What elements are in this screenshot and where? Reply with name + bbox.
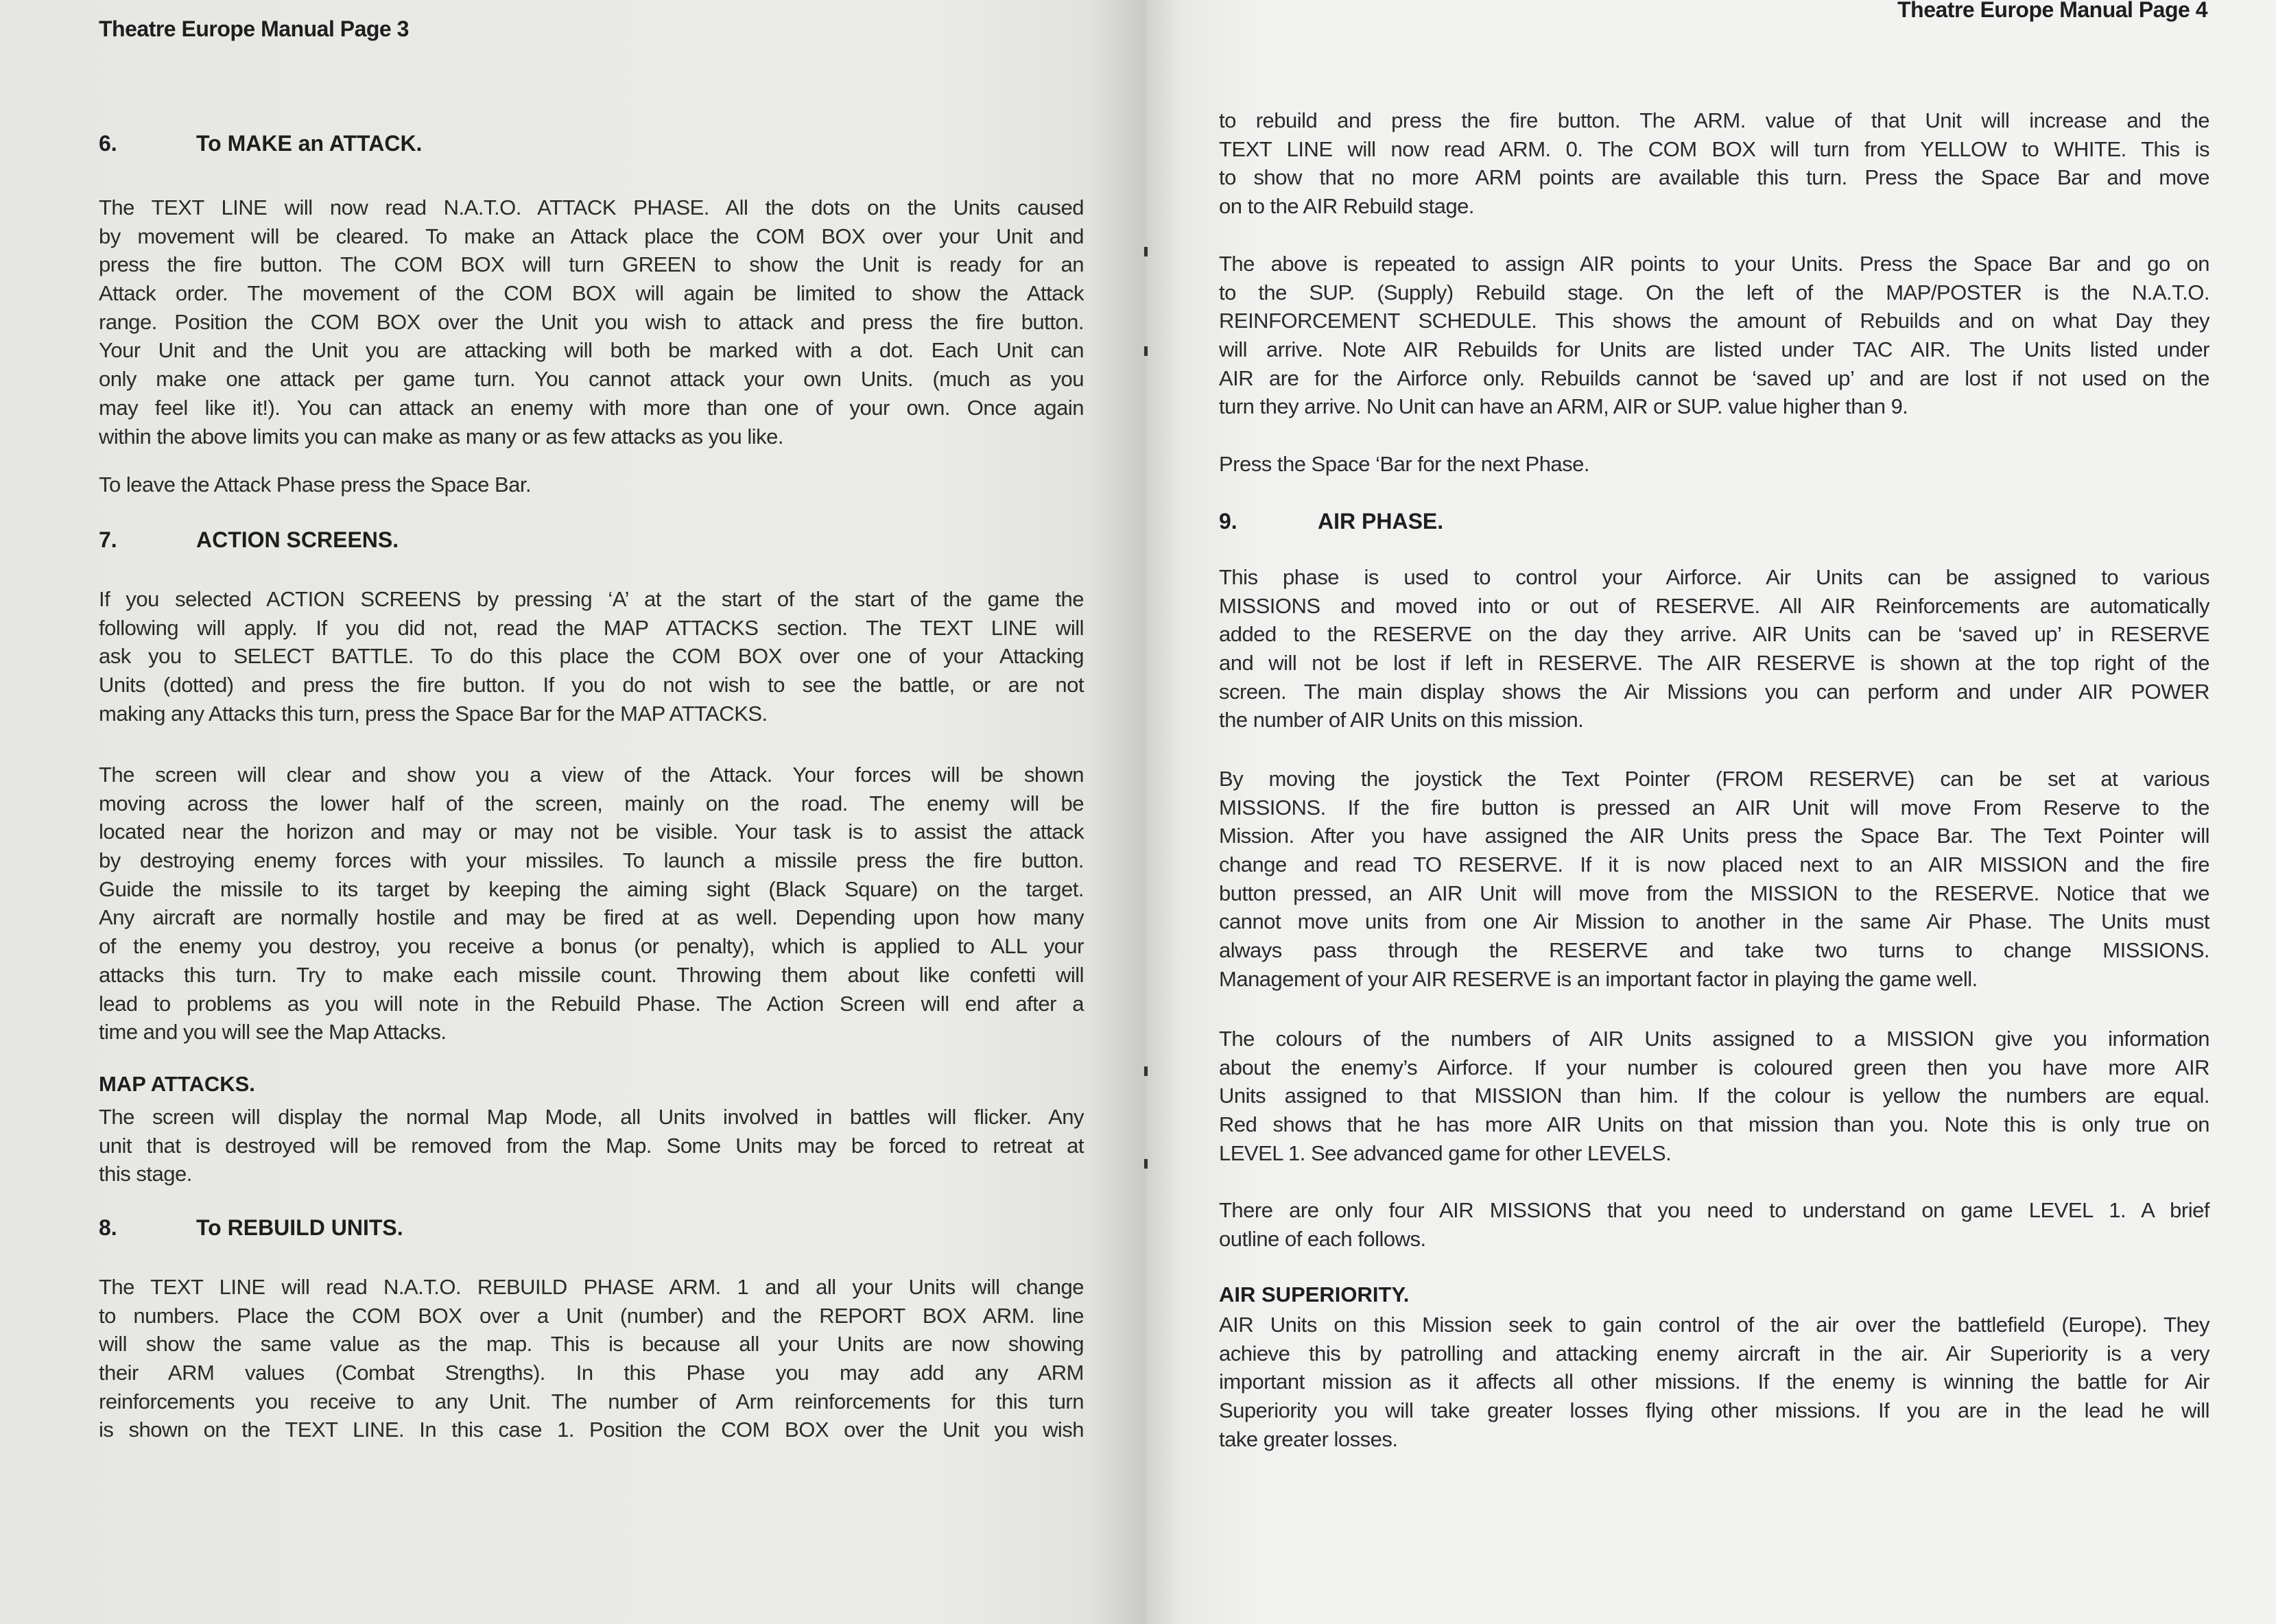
text-line: located near the horizon and may or may not be visible. Your task is to assist the attack — [99, 820, 1084, 844]
paragraph — [1219, 106, 2209, 221]
section-title: ACTION SCREENS. — [196, 527, 399, 552]
section-number: 8. — [99, 1215, 117, 1240]
section-number: 7. — [99, 527, 117, 552]
text-line: To leave the Attack Phase press the Space Bar. — [99, 473, 532, 497]
text-line: range. Position the COM BOX over the Unit you wish to attack and press the fire button. — [99, 309, 1084, 334]
text-line: by destroying enemy forces with your missiles. To launch a missile press the fire button. — [99, 848, 1084, 873]
text-line: this stage. — [99, 1162, 192, 1186]
paragraph — [99, 761, 1084, 1047]
text-line: within the above limits you can make as many or as few attacks as you like. — [99, 424, 784, 449]
text-line: added to the RESERVE on the day they arrive. AIR Units can be ‘saved up’ in RESERVE — [1219, 622, 2209, 647]
section-number: 6. — [99, 131, 117, 156]
text-line: TEXT LINE will now read ARM. 0. The COM BOX will turn from YELLOW to WHITE. This is — [1219, 136, 2209, 161]
page-header: Theatre Europe Manual Page 4 — [1897, 0, 2207, 22]
text-line: Management of your AIR RESERVE is an important factor in playing the game well. — [1219, 966, 1978, 991]
text-line: unit that is destroyed will be removed from the Map. Some Units may be forced to retreat at — [99, 1133, 1084, 1158]
text-line: press the fire button. The COM BOX will turn GREEN to show the Unit is ready for an — [99, 252, 1084, 277]
paragraph — [1219, 250, 2209, 421]
paragraph — [1219, 563, 2209, 735]
staple-mark — [1144, 346, 1148, 356]
text-line: always pass through the RESERVE and take two turns to change MISSIONS. — [1219, 938, 2209, 963]
text-line: to rebuild and press the fire button. The ARM. value of that Unit will increase and the — [1219, 108, 2209, 132]
text-line: AIR Units on this Mission seek to gain control of the air over the battlefield (Europe). They — [1219, 1313, 2209, 1337]
text-line: If you selected ACTION SCREENS by pressing ‘A’ at the start of the start of the game the — [99, 587, 1084, 611]
text-line: ask you to SELECT BATTLE. To do this place the COM BOX over one of your Attacking — [99, 644, 1084, 669]
text-line: take greater losses. — [1219, 1426, 1398, 1451]
text-line: to numbers. Place the COM BOX over a Unit (number) and the REPORT BOX ARM. line — [99, 1303, 1084, 1328]
section-title: AIR PHASE. — [1318, 509, 1444, 534]
staple-mark — [1144, 1066, 1148, 1076]
text-line: reinforcements you receive to any Unit. The number of Arm reinforcements for this turn — [99, 1389, 1084, 1413]
text-line: Press the Space ‘Bar for the next Phase. — [1219, 452, 1590, 476]
paragraph — [99, 470, 1084, 499]
text-line: MISSIONS. If the fire button is pressed an AIR Unit will move From Reserve to the — [1219, 795, 2209, 820]
text-line: by movement will be cleared. To make an Attack place the COM BOX over your Unit and — [99, 224, 1084, 248]
text-line: Units (dotted) and press the fire button. If you do not wish to see the battle, or are not — [99, 673, 1084, 697]
text-line: button pressed, an AIR Unit will move from the MISSION to the RESERVE. Notice that we — [1219, 881, 2209, 905]
text-line: cannot move units from one Air Mission to another in the same Air Phase. The Units must — [1219, 909, 2209, 934]
text-line: is shown on the TEXT LINE. In this case 1. Position the COM BOX over the Unit you wish — [99, 1418, 1084, 1442]
text-line: The TEXT LINE will read N.A.T.O. REBUILD PHASE ARM. 1 and all your Units will change — [99, 1275, 1084, 1299]
text-line: This phase is used to control your Airforce. Air Units can be assigned to various — [1219, 565, 2209, 589]
text-line: about the enemy’s Airforce. If your number is coloured green then you have more AIR — [1219, 1055, 2209, 1079]
text-line: REINFORCEMENT SCHEDULE. This shows the amount of Rebuilds and on what Day they — [1219, 309, 2209, 333]
text-line: their ARM values (Combat Strengths). In this Phase you may add any ARM — [99, 1361, 1084, 1385]
paragraph — [1219, 765, 2209, 994]
paragraph — [1219, 1196, 2209, 1253]
text-line: The screen will clear and show you a view of the Attack. Your forces will be shown — [99, 763, 1084, 787]
text-line: will arrive. Note AIR Rebuilds for Units are listed under TAC AIR. The Units listed under — [1219, 337, 2209, 362]
section-title: To REBUILD UNITS. — [196, 1215, 403, 1240]
text-line: MISSIONS and moved into or out of RESERVE. All AIR Reinforcements are automatically — [1219, 593, 2209, 618]
text-line: By moving the joystick the Text Pointer (FROM RESERVE) can be set at various — [1219, 767, 2209, 791]
text-line: attacks this turn. Try to make each missile count. Throwing them about like confetti will — [99, 962, 1084, 987]
text-line: The screen will display the normal Map Mode, all Units involved in battles will flicker. Any — [99, 1105, 1084, 1129]
text-line: lead to problems as you will note in the Rebuild Phase. The Action Screen will end after a — [99, 991, 1084, 1016]
paragraph — [99, 193, 1084, 451]
text-line: of the enemy you destroy, you receive a bonus (or penalty), which is applied to ALL your — [99, 934, 1084, 959]
section-title: To MAKE an ATTACK. — [196, 131, 423, 156]
text-line: outline of each follows. — [1219, 1226, 1426, 1251]
section-number: 9. — [1219, 509, 1237, 534]
text-line: The colours of the numbers of AIR Units assigned to a MISSION give you information — [1219, 1027, 2209, 1051]
paragraph — [1219, 450, 2209, 479]
text-line: following will apply. If you did not, read the MAP ATTACKS section. The TEXT LINE will — [99, 615, 1084, 640]
text-line: on to the AIR Rebuild stage. — [1219, 194, 1475, 219]
text-line: Your Unit and the Unit you are attacking will both be marked with a dot. Each Unit can — [99, 338, 1084, 363]
text-line: Any aircraft are normally hostile and may be fired at as well. Depending upon how many — [99, 905, 1084, 930]
text-line: Mission. After you have assigned the AIR Units press the Space Bar. The Text Pointer will — [1219, 824, 2209, 848]
text-line: LEVEL 1. See advanced game for other LEVELS. — [1219, 1141, 1672, 1165]
page-header: Theatre Europe Manual Page 3 — [99, 16, 409, 41]
text-line: to the SUP. (Supply) Rebuild stage. On the left of the MAP/POSTER is the N.A.T.O. — [1219, 280, 2209, 304]
text-line: AIR are for the Airforce only. Rebuilds cannot be ‘saved up’ and are lost if not used on the — [1219, 366, 2209, 390]
paragraph — [99, 1273, 1084, 1444]
text-line: may feel like it!). You can attack an enemy with more than one of your own. Once again — [99, 395, 1084, 420]
paragraph — [99, 585, 1084, 728]
text-line: moving across the lower half of the screen, mainly on the road. The enemy will be — [99, 791, 1084, 815]
paragraph — [99, 1103, 1084, 1189]
text-line: The TEXT LINE will now read N.A.T.O. ATTACK PHASE. All the dots on the Units caused — [99, 195, 1084, 219]
text-line: to show that no more ARM points are available this turn. Press the Space Bar and move — [1219, 165, 2209, 190]
text-line: Attack order. The movement of the COM BOX will again be limited to show the Attack — [99, 281, 1084, 306]
text-line: turn they arrive. No Unit can have an ARM, AIR or SUP. value higher than 9. — [1219, 394, 1908, 419]
text-line: only make one attack per game turn. You cannot attack your own Units. (much as you — [99, 367, 1084, 392]
text-line: and will not be lost if left in RESERVE. The AIR RESERVE is shown at the top right of the — [1219, 651, 2209, 676]
text-line: important mission as it affects all other missions. If the enemy is winning the battle for Air — [1219, 1370, 2209, 1394]
paragraph — [1219, 1025, 2209, 1167]
text-line: making any Attacks this turn, press the Space Bar for the MAP ATTACKS. — [99, 701, 768, 726]
text-line: time and you will see the Map Attacks. — [99, 1020, 447, 1044]
paragraph — [1219, 1311, 2209, 1453]
text-line: The above is repeated to assign AIR points to your Units. Press the Space Bar and go on — [1219, 252, 2209, 276]
text-line: screen. The main display shows the Air Missions you can perform and under AIR POWER — [1219, 679, 2209, 704]
text-line: the number of AIR Units on this mission. — [1219, 708, 1584, 732]
text-line: Guide the missile to its target by keeping the aiming sight (Black Square) on the target. — [99, 876, 1084, 901]
subheading-map-attacks: MAP ATTACKS. — [99, 1072, 255, 1096]
text-line: Superiority you will take greater losses flying other missions. If you are in the lead he will — [1219, 1398, 2209, 1423]
text-line: Units assigned to that MISSION than him. If the colour is yellow the numbers are equal. — [1219, 1084, 2209, 1108]
staple-mark — [1144, 1159, 1148, 1169]
staple-mark — [1144, 247, 1148, 256]
text-line: will show the same value as the map. This is because all your Units are now showing — [99, 1332, 1084, 1357]
text-line: Red shows that he has more AIR Units on that mission than you. Note this is only true on — [1219, 1112, 2209, 1137]
text-line: change and read TO RESERVE. If it is now placed next to an AIR MISSION and the fire — [1219, 852, 2209, 877]
text-line: There are only four AIR MISSIONS that you need to understand on game LEVEL 1. A brief — [1219, 1198, 2209, 1222]
text-line: achieve this by patrolling and attacking enemy aircraft in the air. Air Superiority is a very — [1219, 1341, 2209, 1365]
subheading-air-superiority: AIR SUPERIORITY. — [1219, 1282, 1410, 1306]
